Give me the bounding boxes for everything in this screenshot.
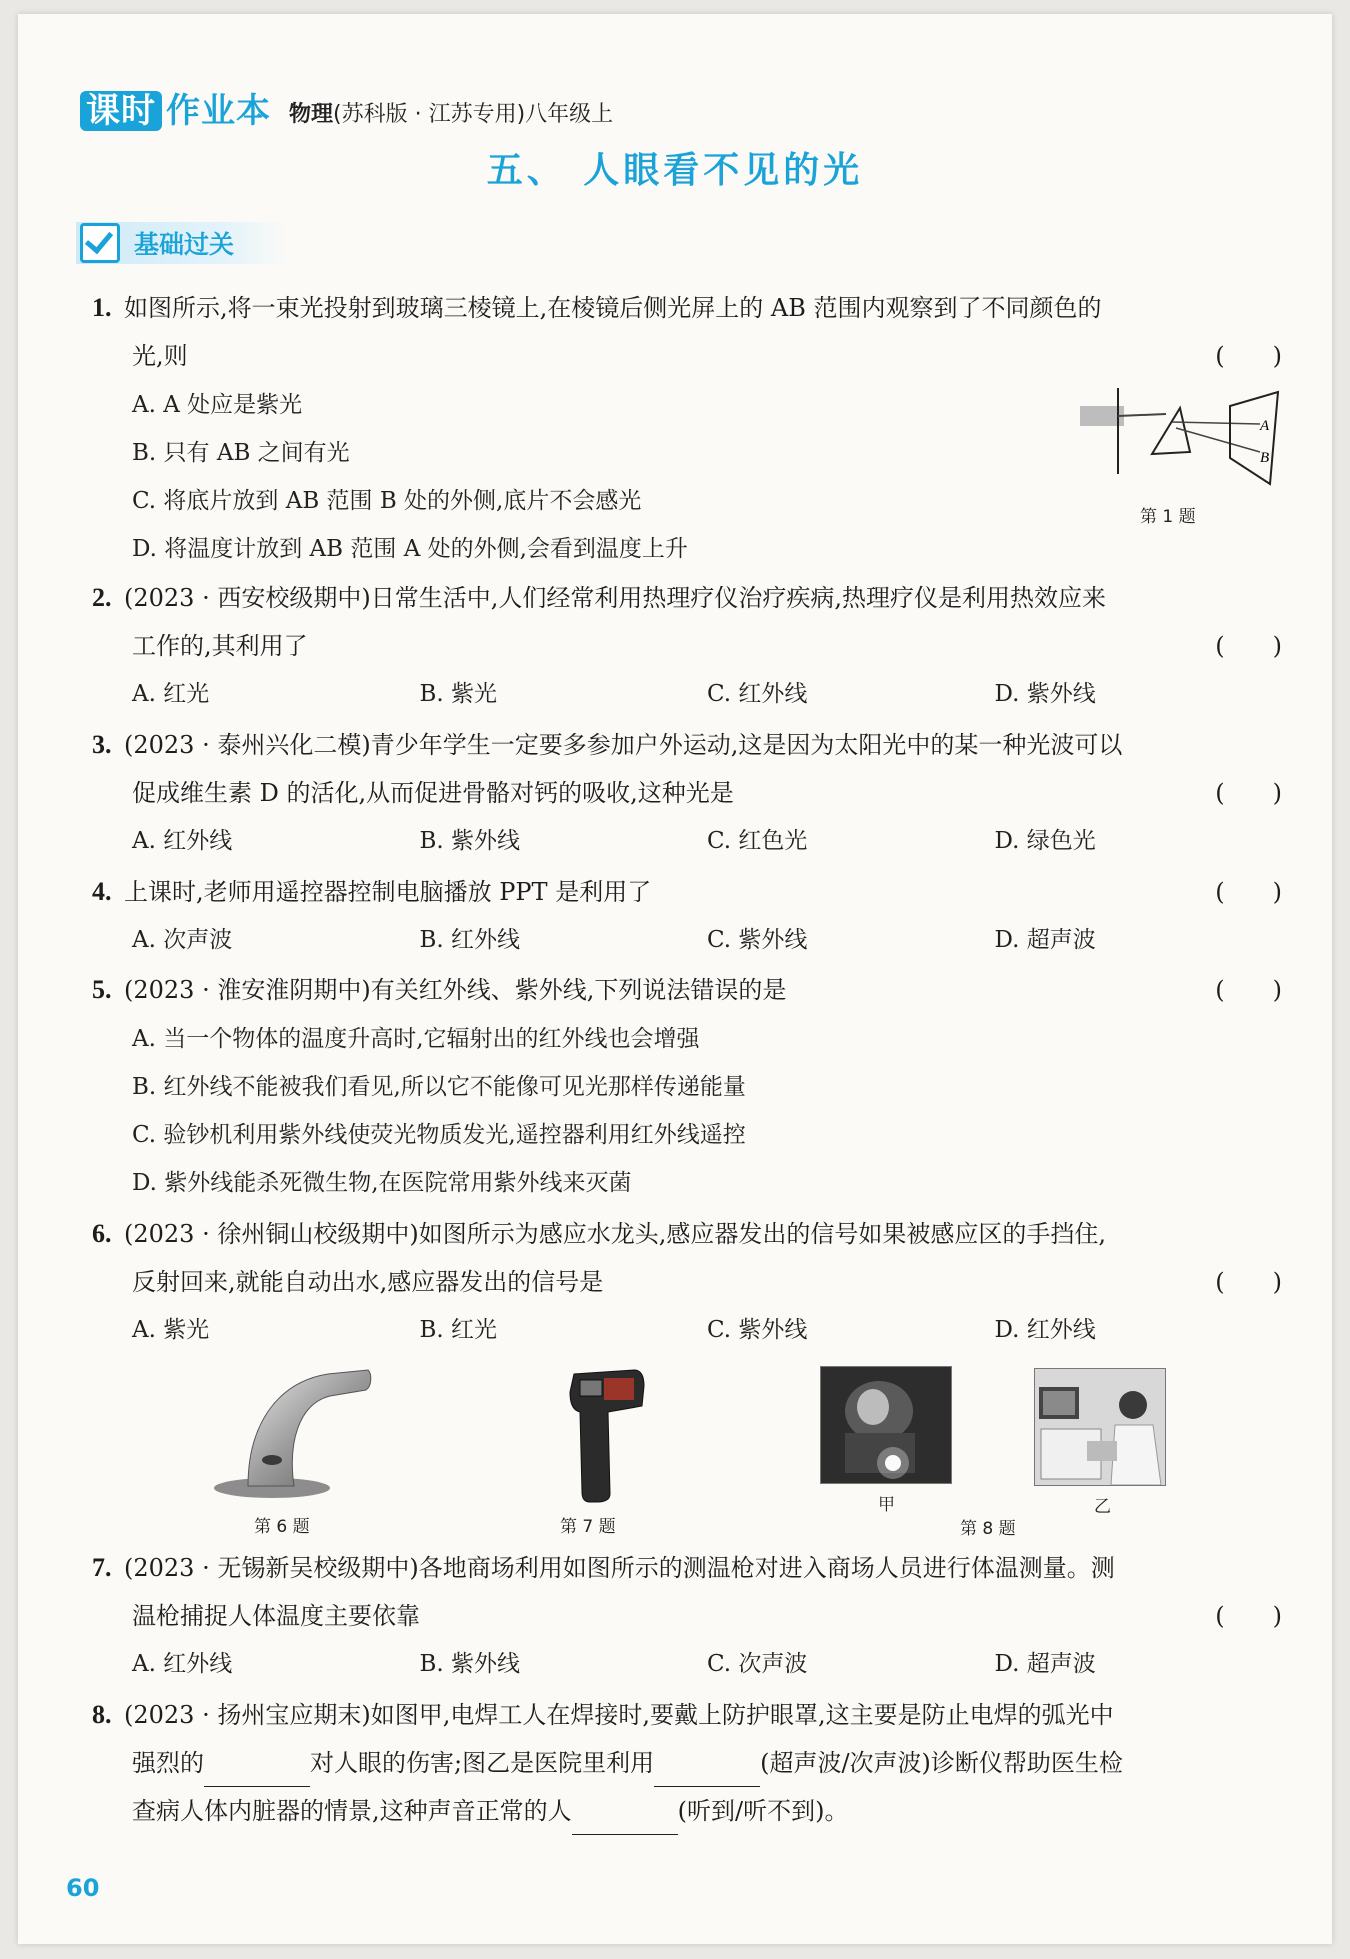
option-a[interactable]: A. 红外线	[132, 1651, 233, 1677]
question-2	[92, 574, 1282, 718]
question-5	[92, 966, 1282, 1206]
question-text: (2023 · 西安校级期中)日常生活中,人们经常利用热理疗仪治疗疾病,热理疗仪是利用热效应来	[124, 584, 1106, 612]
question-text: 反射回来,就能自动出水,感应器发出的信号是	[132, 1268, 604, 1296]
question-text: 温枪捕捉人体温度主要依靠	[132, 1602, 420, 1630]
option-b[interactable]: B. 红光	[419, 1317, 498, 1343]
question-text: (超声波/次声波)诊断仪帮助医生检	[760, 1749, 1123, 1777]
answer-blank-2[interactable]	[654, 1754, 760, 1787]
question-number: 2.	[92, 583, 112, 612]
option-c[interactable]: C. 红色光	[707, 828, 808, 854]
welder-photo	[820, 1366, 952, 1484]
option-c[interactable]: C. 红外线	[707, 681, 808, 707]
thermometer-gun-image	[564, 1366, 654, 1506]
question-text: (2023 · 无锡新吴校级期中)各地商场利用如图所示的测温枪对进入商场人员进行体温测量。测	[124, 1554, 1115, 1582]
option-c[interactable]: C. 验钞机利用紫外线使荧光物质发光,遥控器利用红外线遥控	[132, 1122, 746, 1148]
answer-paren[interactable]: ( )	[1215, 1602, 1282, 1630]
label-yi: 乙	[1094, 1497, 1111, 1517]
label-a: A	[1260, 418, 1270, 434]
option-a[interactable]: A. 红光	[132, 681, 210, 707]
option-d[interactable]: D. 红外线	[994, 1317, 1096, 1343]
question-number: 5.	[92, 975, 112, 1004]
option-d[interactable]: D. 紫外线	[994, 681, 1096, 707]
question-4	[92, 868, 1282, 964]
option-d[interactable]: D. 紫外线能杀死微生物,在医院常用紫外线来灭菌	[132, 1170, 632, 1196]
section-label: 基础过关	[134, 230, 235, 259]
question-number: 1.	[92, 293, 112, 322]
question-number: 8.	[92, 1700, 112, 1729]
answer-blank-1[interactable]	[204, 1754, 310, 1787]
option-c[interactable]: C. 紫外线	[707, 927, 808, 953]
subject-line	[289, 97, 613, 128]
caption-fig-7: 第 7 题	[560, 1517, 616, 1537]
option-d[interactable]: D. 将温度计放到 AB 范围 A 处的外侧,会看到温度上升	[132, 536, 688, 562]
question-text: 工作的,其利用了	[132, 632, 308, 660]
question-7	[92, 1544, 1282, 1688]
ultrasound-photo	[1034, 1368, 1166, 1486]
question-text: (2023 · 淮安淮阴期中)有关红外线、紫外线,下列说法错误的是	[124, 976, 787, 1004]
label-b: B	[1260, 450, 1270, 466]
option-d[interactable]: D. 绿色光	[994, 828, 1096, 854]
question-text: (2023 · 徐州铜山校级期中)如图所示为感应水龙头,感应器发出的信号如果被感应区的手挡住,	[124, 1220, 1106, 1248]
question-6	[92, 1210, 1282, 1354]
label-jia: 甲	[878, 1495, 895, 1515]
caption-fig-1: 第 1 题	[1140, 507, 1196, 527]
option-a[interactable]: A. A 处应是紫光	[132, 392, 303, 418]
option-b[interactable]: B. 红外线	[419, 927, 521, 953]
option-a[interactable]: A. 当一个物体的温度升高时,它辐射出的红外线也会增强	[132, 1026, 700, 1052]
question-number: 4.	[92, 877, 112, 906]
subject-bold: 物理	[289, 102, 334, 127]
incident-ray	[1118, 414, 1166, 416]
answer-paren[interactable]: ( )	[1215, 878, 1282, 906]
page-title: 五、 人眼看不见的光	[486, 150, 864, 191]
brand-logo	[80, 83, 271, 132]
answer-paren[interactable]: ( )	[1215, 976, 1282, 1004]
brand-part-2: 作业本	[166, 91, 271, 131]
question-text: 促成维生素 D 的活化,从而促进骨骼对钙的吸收,这种光是	[132, 779, 734, 807]
question-number: 7.	[92, 1553, 112, 1582]
answer-paren[interactable]: ( )	[1215, 632, 1282, 660]
option-a[interactable]: A. 紫光	[132, 1317, 210, 1343]
question-text: 强烈的	[132, 1749, 204, 1777]
answer-blank-3[interactable]	[572, 1802, 678, 1835]
option-a[interactable]: A. 次声波	[132, 927, 233, 953]
question-text: (听到/听不到)。	[677, 1797, 849, 1825]
prism-diagram	[1080, 374, 1300, 494]
page	[18, 14, 1332, 1944]
answer-paren[interactable]: ( )	[1215, 342, 1282, 370]
option-d[interactable]: D. 超声波	[994, 927, 1096, 953]
question-3	[92, 721, 1282, 865]
question-text: 查病人体内脏器的情景,这种声音正常的人	[132, 1797, 572, 1825]
sensor-faucet-image	[208, 1364, 378, 1504]
header	[80, 72, 613, 132]
option-d[interactable]: D. 超声波	[994, 1651, 1096, 1677]
caption-fig-6: 第 6 题	[254, 1517, 310, 1537]
question-text: 如图所示,将一束光投射到玻璃三棱镜上,在棱镜后侧光屏上的 AB 范围内观察到了不同颜色的	[124, 294, 1102, 322]
question-8	[92, 1691, 1282, 1835]
option-b[interactable]: B. 只有 AB 之间有光	[132, 440, 350, 466]
checkbox-icon	[80, 223, 120, 263]
light-screen	[1230, 392, 1278, 484]
subject-rest: (苏科版 · 江苏专用)八年级上	[333, 102, 614, 127]
question-number: 6.	[92, 1219, 112, 1248]
answer-paren[interactable]: ( )	[1215, 1268, 1282, 1296]
answer-paren[interactable]: ( )	[1215, 779, 1282, 807]
question-text: (2023 · 泰州兴化二模)青少年学生一定要多参加户外运动,这是因为太阳光中的某一种光波可以	[124, 731, 1123, 759]
question-text: 光,则	[132, 342, 188, 370]
option-c[interactable]: C. 次声波	[707, 1651, 808, 1677]
caption-fig-8: 第 8 题	[960, 1519, 1016, 1539]
dispersed-ray-a	[1172, 422, 1260, 424]
option-b[interactable]: B. 紫外线	[419, 828, 521, 854]
section-header	[76, 222, 288, 264]
question-text: (2023 · 扬州宝应期末)如图甲,电焊工人在焊接时,要戴上防护眼罩,这主要是防止电焊的弧光中	[124, 1701, 1114, 1729]
option-b[interactable]: B. 紫光	[419, 681, 498, 707]
question-text: 上课时,老师用遥控器控制电脑播放 PPT 是利用了	[124, 878, 652, 906]
question-text: 对人眼的伤害;图乙是医院里利用	[310, 1749, 655, 1777]
brand-part-1: 课时	[80, 91, 162, 131]
option-c[interactable]: C. 将底片放到 AB 范围 B 处的外侧,底片不会感光	[132, 488, 642, 514]
option-c[interactable]: C. 紫外线	[707, 1317, 808, 1343]
question-number: 3.	[92, 730, 112, 759]
option-b[interactable]: B. 红外线不能被我们看见,所以它不能像可见光那样传递能量	[132, 1074, 746, 1100]
option-a[interactable]: A. 红外线	[132, 828, 233, 854]
page-number: 60	[66, 1874, 100, 1902]
option-b[interactable]: B. 紫外线	[419, 1651, 521, 1677]
